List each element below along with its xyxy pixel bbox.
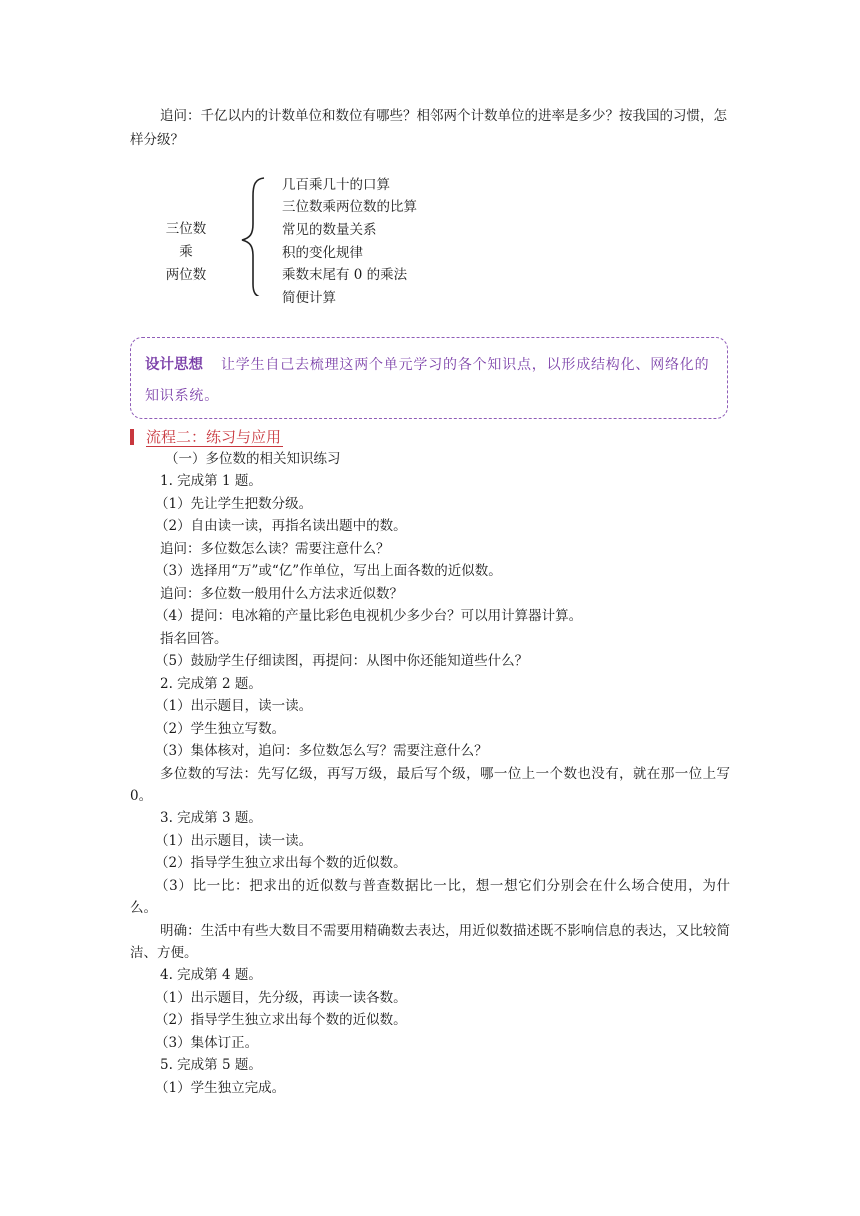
task-3-title: 3. 完成第 3 题。 xyxy=(160,810,262,826)
diagram-label-2: 乘 xyxy=(179,244,193,260)
task-1-step-3: （3）选择用“万”或“亿”作单位，写出上面各数的近似数。 xyxy=(155,563,502,579)
task-4-title: 4. 完成第 4 题。 xyxy=(160,967,262,983)
design-thought-title: 设计思想 xyxy=(145,357,203,373)
task-2-step-1: （1）出示题目，读一读。 xyxy=(155,698,313,714)
section-heading-text: 流程二：练习与应用 xyxy=(146,427,282,446)
task-2-step-2: （2）学生独立写数。 xyxy=(155,721,286,737)
diagram-item-5: 乘数末尾有 0 的乘法 xyxy=(282,267,408,283)
task-2-title: 2. 完成第 2 题。 xyxy=(160,676,262,692)
diagram-item-3: 常见的数量关系 xyxy=(282,222,377,238)
design-thought-box xyxy=(130,337,728,419)
task-1-answer: 指名回答。 xyxy=(160,631,228,647)
task-4-step-2: （2）指导学生独立求出每个数的近似数。 xyxy=(155,1012,407,1028)
task-5-title: 5. 完成第 5 题。 xyxy=(160,1057,262,1073)
diagram-item-4: 积的变化规律 xyxy=(282,245,363,261)
writing-rule-paragraph: 多位数的写法：先写亿级，再写万级，最后写个级，哪一位上一个数也没有，就在那一位上写 0。 xyxy=(130,766,730,804)
task-4-step-1: （1）出示题目，先分级，再读一读各数。 xyxy=(155,990,407,1006)
task-1-followup-1: 追问：多位数怎么读？需要注意什么？ xyxy=(160,541,390,557)
task-1-followup-2: 追问：多位数一般用什么方法求近似数？ xyxy=(160,586,403,602)
diagram-item-1: 几百乘几十的口算 xyxy=(282,177,390,193)
compare-paragraph: （3）比一比：把求出的近似数与普查数据比一比，想一想它们分别会在什么场合使用，为什么。 xyxy=(130,878,730,916)
section-heading xyxy=(130,427,283,447)
heading-bar xyxy=(130,429,134,445)
task-2-step-3: （3）集体核对，追问：多位数怎么写？需要注意什么？ xyxy=(155,743,488,759)
task-1-step-1: （1）先让学生把数分级。 xyxy=(155,496,313,512)
task-3-step-2: （2）指导学生独立求出每个数的近似数。 xyxy=(155,855,407,871)
diagram-label-1: 三位数 xyxy=(165,221,207,237)
task-5-step-1: （1）学生独立完成。 xyxy=(155,1080,286,1096)
task-1-step-2: （2）自由读一读，再指名读出题中的数。 xyxy=(155,518,407,534)
brace-icon xyxy=(238,176,268,296)
task-1-title: 1. 完成第 1 题。 xyxy=(160,473,262,489)
task-4-step-3: （3）集体订正。 xyxy=(155,1035,259,1051)
diagram-item-2: 三位数乘两位数的比算 xyxy=(282,199,417,215)
knowledge-diagram xyxy=(130,172,530,312)
diagram-label-3: 两位数 xyxy=(165,267,207,283)
task-3-step-1: （1）出示题目，读一读。 xyxy=(155,833,313,849)
task-1-step-4: （4）提问：电冰箱的产量比彩色电视机少多少台？可以用计算器计算。 xyxy=(155,608,583,624)
clarify-paragraph: 明确：生活中有些大数目不需要用精确数去表达，用近似数描述既不影响信息的表达，又比较简洁、方便。 xyxy=(130,923,730,961)
intro-question: 追问：千亿以内的计数单位和数位有哪些？相邻两个计数单位的进率是多少？按我国的习惯，怎样分级？ xyxy=(130,108,727,148)
subsection-title: （一）多位数的相关知识练习 xyxy=(165,451,341,467)
task-1-step-5: （5）鼓励学生仔细读图，再提问：从图中你还能知道些什么？ xyxy=(155,653,529,669)
design-thought-text: 让学生自己去梳理这两个单元学习的各个知识点，以形成结构化、网络化的知识系统。 xyxy=(145,357,710,404)
diagram-item-6: 简便计算 xyxy=(282,290,336,306)
